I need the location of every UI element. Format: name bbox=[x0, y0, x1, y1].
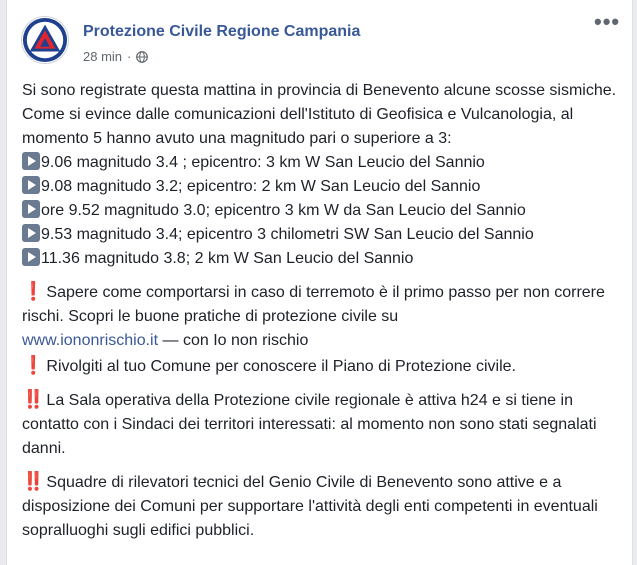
double-exclamation-icon: ‼️ bbox=[22, 389, 45, 409]
page-name-link[interactable]: Protezione Civile Regione Campania bbox=[83, 23, 361, 40]
play-button-icon bbox=[22, 200, 40, 218]
intro-paragraph bbox=[22, 79, 620, 271]
play-button-icon bbox=[22, 248, 40, 266]
meta-separator: · bbox=[127, 49, 132, 64]
squadre-text: Squadre di rilevatori tecnici del Genio Civile di Benevento sono attive e a disposizione dei Comuni per supportare l'attività degli enti competenti in eventuali sopralluoghi sugli edifici pubblici. bbox=[22, 474, 598, 539]
avatar[interactable] bbox=[21, 16, 69, 64]
safety-text: Rivolgiti al tuo Comune per conoscere il Piano di Protezione civile. bbox=[46, 358, 516, 375]
play-button-icon bbox=[22, 224, 40, 242]
globe-icon[interactable] bbox=[136, 51, 148, 63]
post-meta bbox=[83, 49, 148, 64]
squadre-paragraph bbox=[22, 469, 620, 543]
quake-text: 9.06 magnitudo 3.4 ; epicentro: 3 km W San Leucio del Sannio bbox=[41, 154, 485, 171]
quake-text: 9.53 magnitudo 3.4; epicentro 3 chilometri SW San Leucio del Sannio bbox=[41, 226, 534, 243]
exclamation-icon: ❗ bbox=[22, 355, 45, 375]
post-time[interactable]: 28 min bbox=[83, 49, 123, 64]
safety-link-line bbox=[22, 329, 620, 353]
quake-text: 9.08 magnitudo 3.2; epicentro: 2 km W San Leucio del Sannio bbox=[41, 178, 481, 195]
quake-text: ore 9.52 magnitudo 3.0; epicentro 3 km W da San Leucio del Sannio bbox=[41, 202, 526, 219]
double-exclamation-icon: ‼️ bbox=[22, 471, 45, 491]
sala-text: La Sala operativa della Protezione civile regionale è attiva h24 e si tiene in contatto con i Sindaci dei territori interessati: al momento non sono stati segnalati danni. bbox=[22, 392, 597, 457]
quake-item bbox=[22, 175, 620, 199]
quake-item bbox=[22, 247, 620, 271]
safety-link-suffix: — con Io non rischio bbox=[158, 332, 309, 349]
intro-text-1: Si sono registrate questa mattina in provincia di Benevento alcune scosse sismiche. bbox=[22, 82, 617, 99]
protezione-civile-logo-icon bbox=[22, 17, 68, 63]
exclamation-icon: ❗ bbox=[22, 281, 45, 301]
iononrischio-link[interactable]: www.iononrischio.it bbox=[22, 332, 159, 349]
play-button-icon bbox=[22, 152, 40, 170]
quake-text: 11.36 magnitudo 3.8; 2 km W San Leucio del Sannio bbox=[41, 250, 414, 267]
quake-item bbox=[22, 223, 620, 247]
more-icon[interactable]: ••• bbox=[594, 9, 621, 34]
post-header bbox=[21, 9, 622, 64]
quake-item bbox=[22, 199, 620, 223]
safety-text: Sapere come comportarsi in caso di terremoto è il primo passo per non correre rischi. Scopri le buone pratiche di protezione civile su bbox=[22, 284, 605, 325]
facebook-post bbox=[6, 0, 633, 565]
safety-text-1 bbox=[22, 279, 620, 329]
intro-text-2: Come si evince dalle comunicazioni dell'Istituto di Geofisica e Vulcanologia, al momento 5 hanno avuto una magnitudo pari o superiore a 3: bbox=[22, 106, 574, 147]
safety-paragraph bbox=[22, 279, 620, 379]
play-button-icon bbox=[22, 176, 40, 194]
post-body bbox=[22, 79, 620, 551]
safety-text-2 bbox=[22, 353, 620, 379]
sala-paragraph bbox=[22, 387, 620, 461]
quake-item bbox=[22, 151, 620, 175]
